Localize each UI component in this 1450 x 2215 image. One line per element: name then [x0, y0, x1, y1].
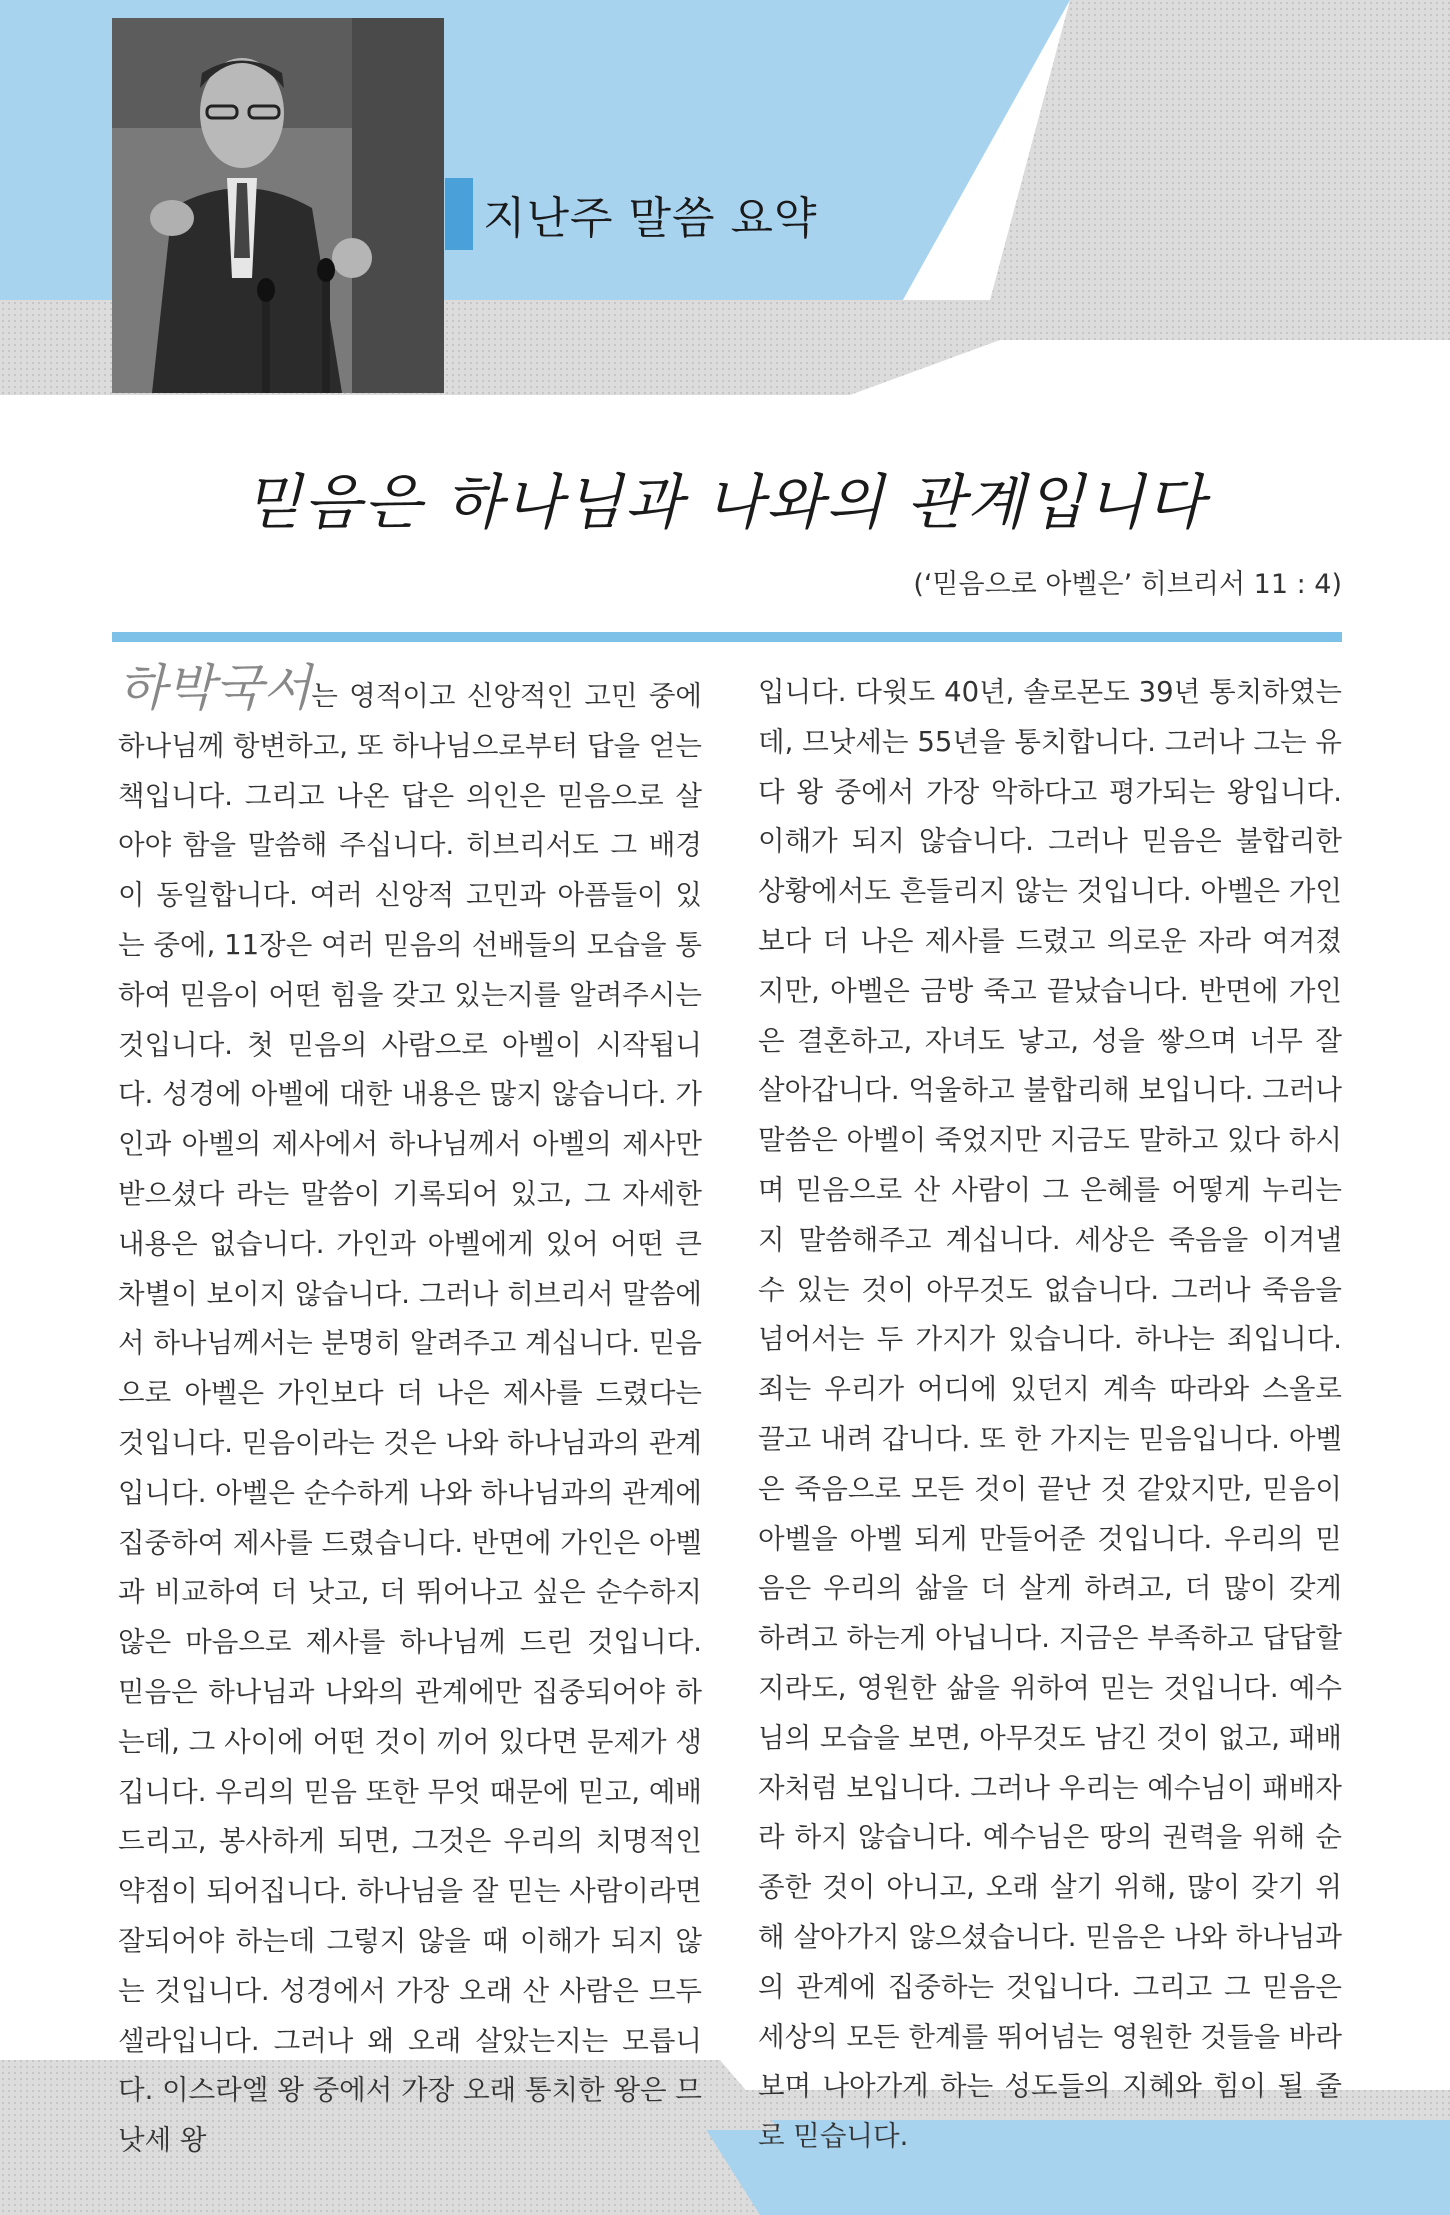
right-column-body: 입니다. 다윗도 40년, 솔로몬도 39년 통치하였는데, 므낫세는 55년을 통치합니다. 그러나 그는 유다 왕 중에서 가장 악하다고 평가되는 왕입니다. 이해가 되지 않습니다. 그러나 믿음은 불합리한 상황에서도 흔들리지 않는 것입니다. 아벨은 가인보다 더 나은 제사를 드렸고 의로운 자라 여겨졌지만, 아벨은 금방 죽고 끝났습니다. 반면에 가인은 결혼하고, 자녀도 낳고, 성을 쌓으며 너무 잘 살아갑니다. 억울하고 불합리해 보입니다. 그러나 말씀은 아벨이 죽었지만 지금도 말하고 있다 하시며 믿음으로 산 사람이 그 은혜를 어떻게 누리는지 말씀해주고 계십니다. 세상은 죽음을 이겨낼 수 있는 것이 아무것도 없습니다. 그러나 죽음을 넘어서는 두 가지가 있습니다. 하나는 죄입니다. 죄는 우리가 어디에 있던지 계속 따라와 스올로 끌고 내려 갑니다. 또 한 가지는 믿음입니다. 아벨은 죽음으로 모든 것이 끝난 것 같았지만, 믿음이 아벨을 아벨 되게 만들어준 것입니다. 우리의 믿음은 우리의 삶을 더 살게 하려고, 더 많이 갖게 하려고 하는게 아닙니다. 지금은 부족하고 답답할지라도, 영원한 삶을 위하여 믿는 것입니다. 예수님의 모습을 보면, 아무것도 남긴 것이 없고, 패배자처럼 보입니다. 그러나 우리는 예수님이 패배자라 하지 않습니다. 예수님은 땅의 권력을 위해 순종한 것이 아니고, 오래 살기 위해, 많이 갖기 위해 살아가지 않으셨습니다. 믿음은 나와 하나님과의 관계에 집중하는 것입니다. 그리고 그 믿음은 세상의 모든 한계를 뛰어넘는 영원한 것들을 바라보며 나아가게 하는 성도들의 지혜와 힘이 될 줄로 믿습니다. [758, 676, 1342, 2153]
left-column-body: 는 영적이고 신앙적인 고민 중에 하나님께 항변하고, 또 하나님으로부터 답을 얻는 책입니다. 그리고 나온 답은 의인은 믿음으로 살아야 함을 말씀해 주십니다. 히브리서도 그 배경이 동일합니다. 여러 신앙적 고민과 아픔들이 있는 중에, 11장은 여러 믿음의 선배들의 모습을 통하여 믿음이 어떤 힘을 갖고 있는지를 알려주시는 것입니다. 첫 믿음의 사람으로 아벨이 시작됩니다. 성경에 아벨에 대한 내용은 많지 않습니다. 가인과 아벨의 제사에서 하나님께서 아벨의 제사만 받으셨다 라는 말씀이 기록되어 있고, 그 자세한 내용은 없습니다. 가인과 아벨에게 있어 어떤 큰 차별이 보이지 않습니다. 그러나 히브리서 말씀에서 하나님께서는 분명히 알려주고 계십니다. 믿음으로 아벨은 가인보다 더 나은 제사를 드렸다는 것입니다. 믿음이라는 것은 나와 하나님과의 관계입니다. 아벨은 순수하게 나와 하나님과의 관계에 집중하여 제사를 드렸습니다. 반면에 가인은 아벨과 비교하여 더 낫고, 더 뛰어나고 싶은 순수하지 않은 마음으로 제사를 하나님께 드린 것입니다. 믿음은 하나님과 나와의 관계에만 집중되어야 하는데, 그 사이에 어떤 것이 끼어 있다면 문제가 생깁니다. 우리의 믿음 또한 무엇 때문에 믿고, 예배드리고, 봉사하게 되면, 그것은 우리의 치명적인 약점이 되어집니다. 하나님을 잘 믿는 사람이라면 잘되어야 하는데 그렇지 않을 때 이해가 되지 않는 것입니다. 성경에서 가장 오래 산 사람은 므두셀라입니다. 그러나 왜 오래 살았는지는 모릅니다. 이스라엘 왕 중에서 가장 오래 통치한 왕은 므낫세 왕 [118, 680, 702, 2157]
article-title: 믿음은 하나님과 나와의 관계입니다 [243, 468, 1207, 538]
preacher-photo [112, 18, 444, 393]
section-tag [445, 178, 818, 250]
section-tag-marker [445, 178, 473, 250]
scripture-reference: (‘믿음으로 아벨은’ 히브리서 11 : 4) [913, 569, 1342, 600]
preacher-photo-icon [112, 18, 444, 393]
left-column [118, 659, 702, 2166]
left-column-text [118, 659, 702, 2166]
right-column [758, 668, 1342, 2162]
section-label: 지난주 말씀 요약 [483, 193, 818, 244]
lead-word: 하박국서 [118, 659, 312, 717]
title-divider [112, 632, 1342, 642]
